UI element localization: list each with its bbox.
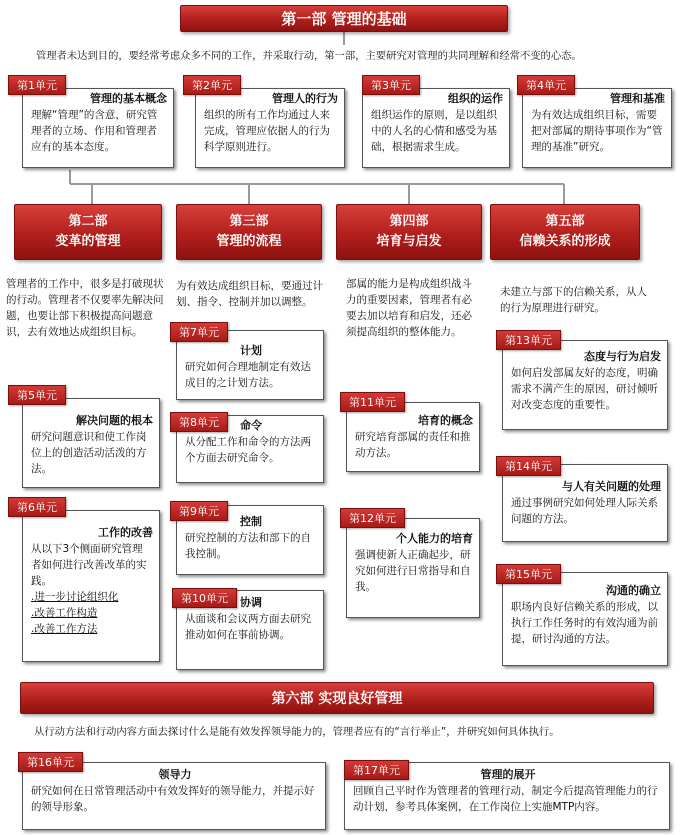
unit-16-title: 领导力: [158, 768, 192, 781]
unit-6-title: 工作的改善: [98, 526, 153, 539]
unit-1-card: [22, 88, 174, 168]
unit-16-body: 研究如何在日常管理活动中有效发挥好的领导能力，并提示好的领导形象。: [31, 785, 315, 813]
unit-1-tag: 第1单元: [8, 75, 66, 95]
unit-17-title: 管理的展开: [480, 768, 536, 781]
part2-title-line2: 变革的管理: [55, 234, 121, 249]
unit-9-body: 研究控制的方法和部下的自我控制。: [185, 532, 311, 560]
unit-2-body: 组织的所有工作均通过人来完成，管理应依据人的行为科学原则进行。: [204, 109, 330, 153]
part3-banner: [176, 204, 322, 260]
unit-6-card: [22, 510, 160, 662]
unit-17-tag: 第17单元: [344, 760, 409, 780]
unit-15-body: 职场内良好信赖关系的形成，以执行工作任务时的有效沟通为前提，研讨沟通的方法。: [511, 601, 658, 645]
unit-13-card: [502, 340, 668, 430]
unit-15-tag: 第15单元: [496, 564, 561, 584]
part3-title-line2: 管理的流程: [216, 234, 282, 249]
unit-7-title: 计划: [240, 344, 262, 357]
unit-5-body: 研究问题意识和使工作岗位上的创造活动活泼的方法。: [31, 431, 147, 475]
unit-14-tag: 第14单元: [496, 456, 561, 476]
unit-3-body: 组织运作的原则，是以组织中的人名的心情和感受为基础，根据需求生成。: [371, 109, 497, 153]
unit-5-tag: 第5单元: [8, 385, 66, 405]
unit-16-card: [22, 762, 326, 830]
unit-4-tag: 第4单元: [517, 75, 575, 95]
part3-description: 为有效达成组织目标，要通过计划、指令、控制并加以调整。: [176, 280, 323, 308]
unit-13-tag: 第13单元: [496, 330, 561, 350]
unit-9-tag: 第9单元: [170, 501, 228, 521]
part5-title-line1: 第五部: [545, 214, 585, 229]
unit-4-title: 管理和基准: [610, 92, 665, 105]
unit-6-body: 从以下3个侧面研究管理者如何进行改善改革的实践。: [31, 543, 147, 587]
unit-10-body: 从面谈和会议两方面去研究推动如何在事前协调。: [185, 613, 311, 641]
unit-8-body: 从分配工作和命令的方法两个方面去研究命令。: [185, 436, 311, 464]
unit-11-body: 研究培育部属的责任和推动方法。: [355, 431, 471, 459]
part4-banner: [336, 204, 482, 260]
unit-3-tag: 第3单元: [362, 75, 420, 95]
unit-12-body: 强调使新人正确起步，研究如何进行日常指导和自我。: [355, 549, 471, 593]
unit-2-card: [195, 88, 345, 168]
unit-6-list-item: .改善工作方法: [31, 623, 98, 635]
unit-12-tag: 第12单元: [340, 508, 405, 528]
unit-12-title: 个人能力的培育: [396, 532, 473, 545]
unit-11-tag: 第11单元: [340, 392, 405, 412]
unit-6-list-item: .进一步讨论组织化: [31, 591, 119, 603]
unit-11-card: [346, 402, 480, 472]
unit-14-title: 与人有关问题的处理: [562, 480, 661, 493]
part2-description: 管理者的工作中，很多是打破现状的行动。管理者不仅要率先解决问题，也要让部下积极提高问题意识，去有效地达成组织目标。: [6, 278, 164, 338]
unit-8-tag: 第8单元: [170, 412, 228, 432]
part4-title-line2: 培育与启发: [376, 234, 442, 249]
part4-description: 部属的能力是构成组织战斗力的重要因素，管理者有必要去加以培育和启发，还必须提高组织的整体能力。: [346, 278, 472, 338]
unit-2-tag: 第2单元: [183, 75, 241, 95]
unit-17-body: 回顾自己平时作为管理者的管理行动，制定今后提高管理能力的行动计划，参考具体案例，在工作岗位上实施MTP内容。: [353, 785, 658, 813]
unit-1-body: 理解“管理”的含意，研究管理者的立场、作用和管理者应有的基本态度。: [31, 109, 158, 153]
unit-6-list-item: .改善工作构造: [31, 607, 98, 619]
part6-title: 第六部 实现良好管理: [271, 691, 403, 707]
unit-10-title: 协调: [240, 596, 262, 609]
part5-description: 未建立与部下的信赖关系，从人的行为原理进行研究。: [500, 286, 647, 314]
unit-16-tag: 第16单元: [18, 752, 83, 772]
unit-8-title: 命令: [240, 419, 262, 432]
part1-title: 第一部 管理的基础: [281, 10, 407, 28]
part6-description: 从行动方法和行动内容方面去探讨什么是能有效发挥领导能力的，管理者应有的“言行举止”，并研究如何具体执行。: [34, 726, 560, 738]
unit-6-tag: 第6单元: [8, 497, 66, 517]
unit-9-title: 控制: [240, 515, 262, 528]
unit-3-card: [362, 88, 510, 168]
unit-2-title: 管理人的行为: [272, 92, 338, 105]
part4-title-line1: 第四部: [389, 214, 429, 229]
unit-4-body: 为有效达成组织目标，需要把对部属的期待事项作为“管理的基准”研究。: [531, 109, 663, 153]
part5-banner: [490, 204, 640, 260]
unit-7-tag: 第7单元: [170, 322, 228, 342]
unit-10-tag: 第10单元: [172, 588, 237, 608]
unit-12-card: [346, 518, 480, 618]
unit-6-list: [31, 589, 153, 637]
unit-13-title: 态度与行为启发: [584, 350, 661, 363]
unit-15-title: 沟通的确立: [606, 584, 661, 597]
unit-7-body: 研究如何合理地制定有效达成目的之计划方法。: [185, 361, 311, 389]
unit-1-title: 管理的基本概念: [90, 92, 167, 105]
part1-banner: [180, 5, 508, 32]
part5-title-line2: 信赖关系的形成: [519, 234, 611, 249]
unit-5-title: 解决问题的根本: [76, 414, 153, 427]
unit-15-card: [502, 572, 668, 666]
unit-11-title: 培育的概念: [418, 414, 473, 427]
part2-banner: [14, 204, 162, 260]
unit-14-body: 通过事例研究如何处理人际关系问题的方法。: [511, 497, 658, 525]
part1-description: 管理者未达到目的，要经常考虑众多不同的工作，并采取行动，第一部，主要研究对管理的共同理解和经常不变的心态。: [36, 50, 582, 62]
unit-4-card: [522, 88, 672, 168]
unit-3-title: 组织的运作: [448, 92, 503, 105]
unit-5-card: [22, 398, 160, 488]
part6-banner: [20, 682, 654, 714]
part3-title-line1: 第三部: [229, 214, 269, 229]
part2-title-line1: 第二部: [68, 214, 108, 229]
unit-13-body: 如何启发部属友好的态度，明确需求不满产生的原因，研讨倾听对改变态度的重要性。: [511, 367, 658, 411]
